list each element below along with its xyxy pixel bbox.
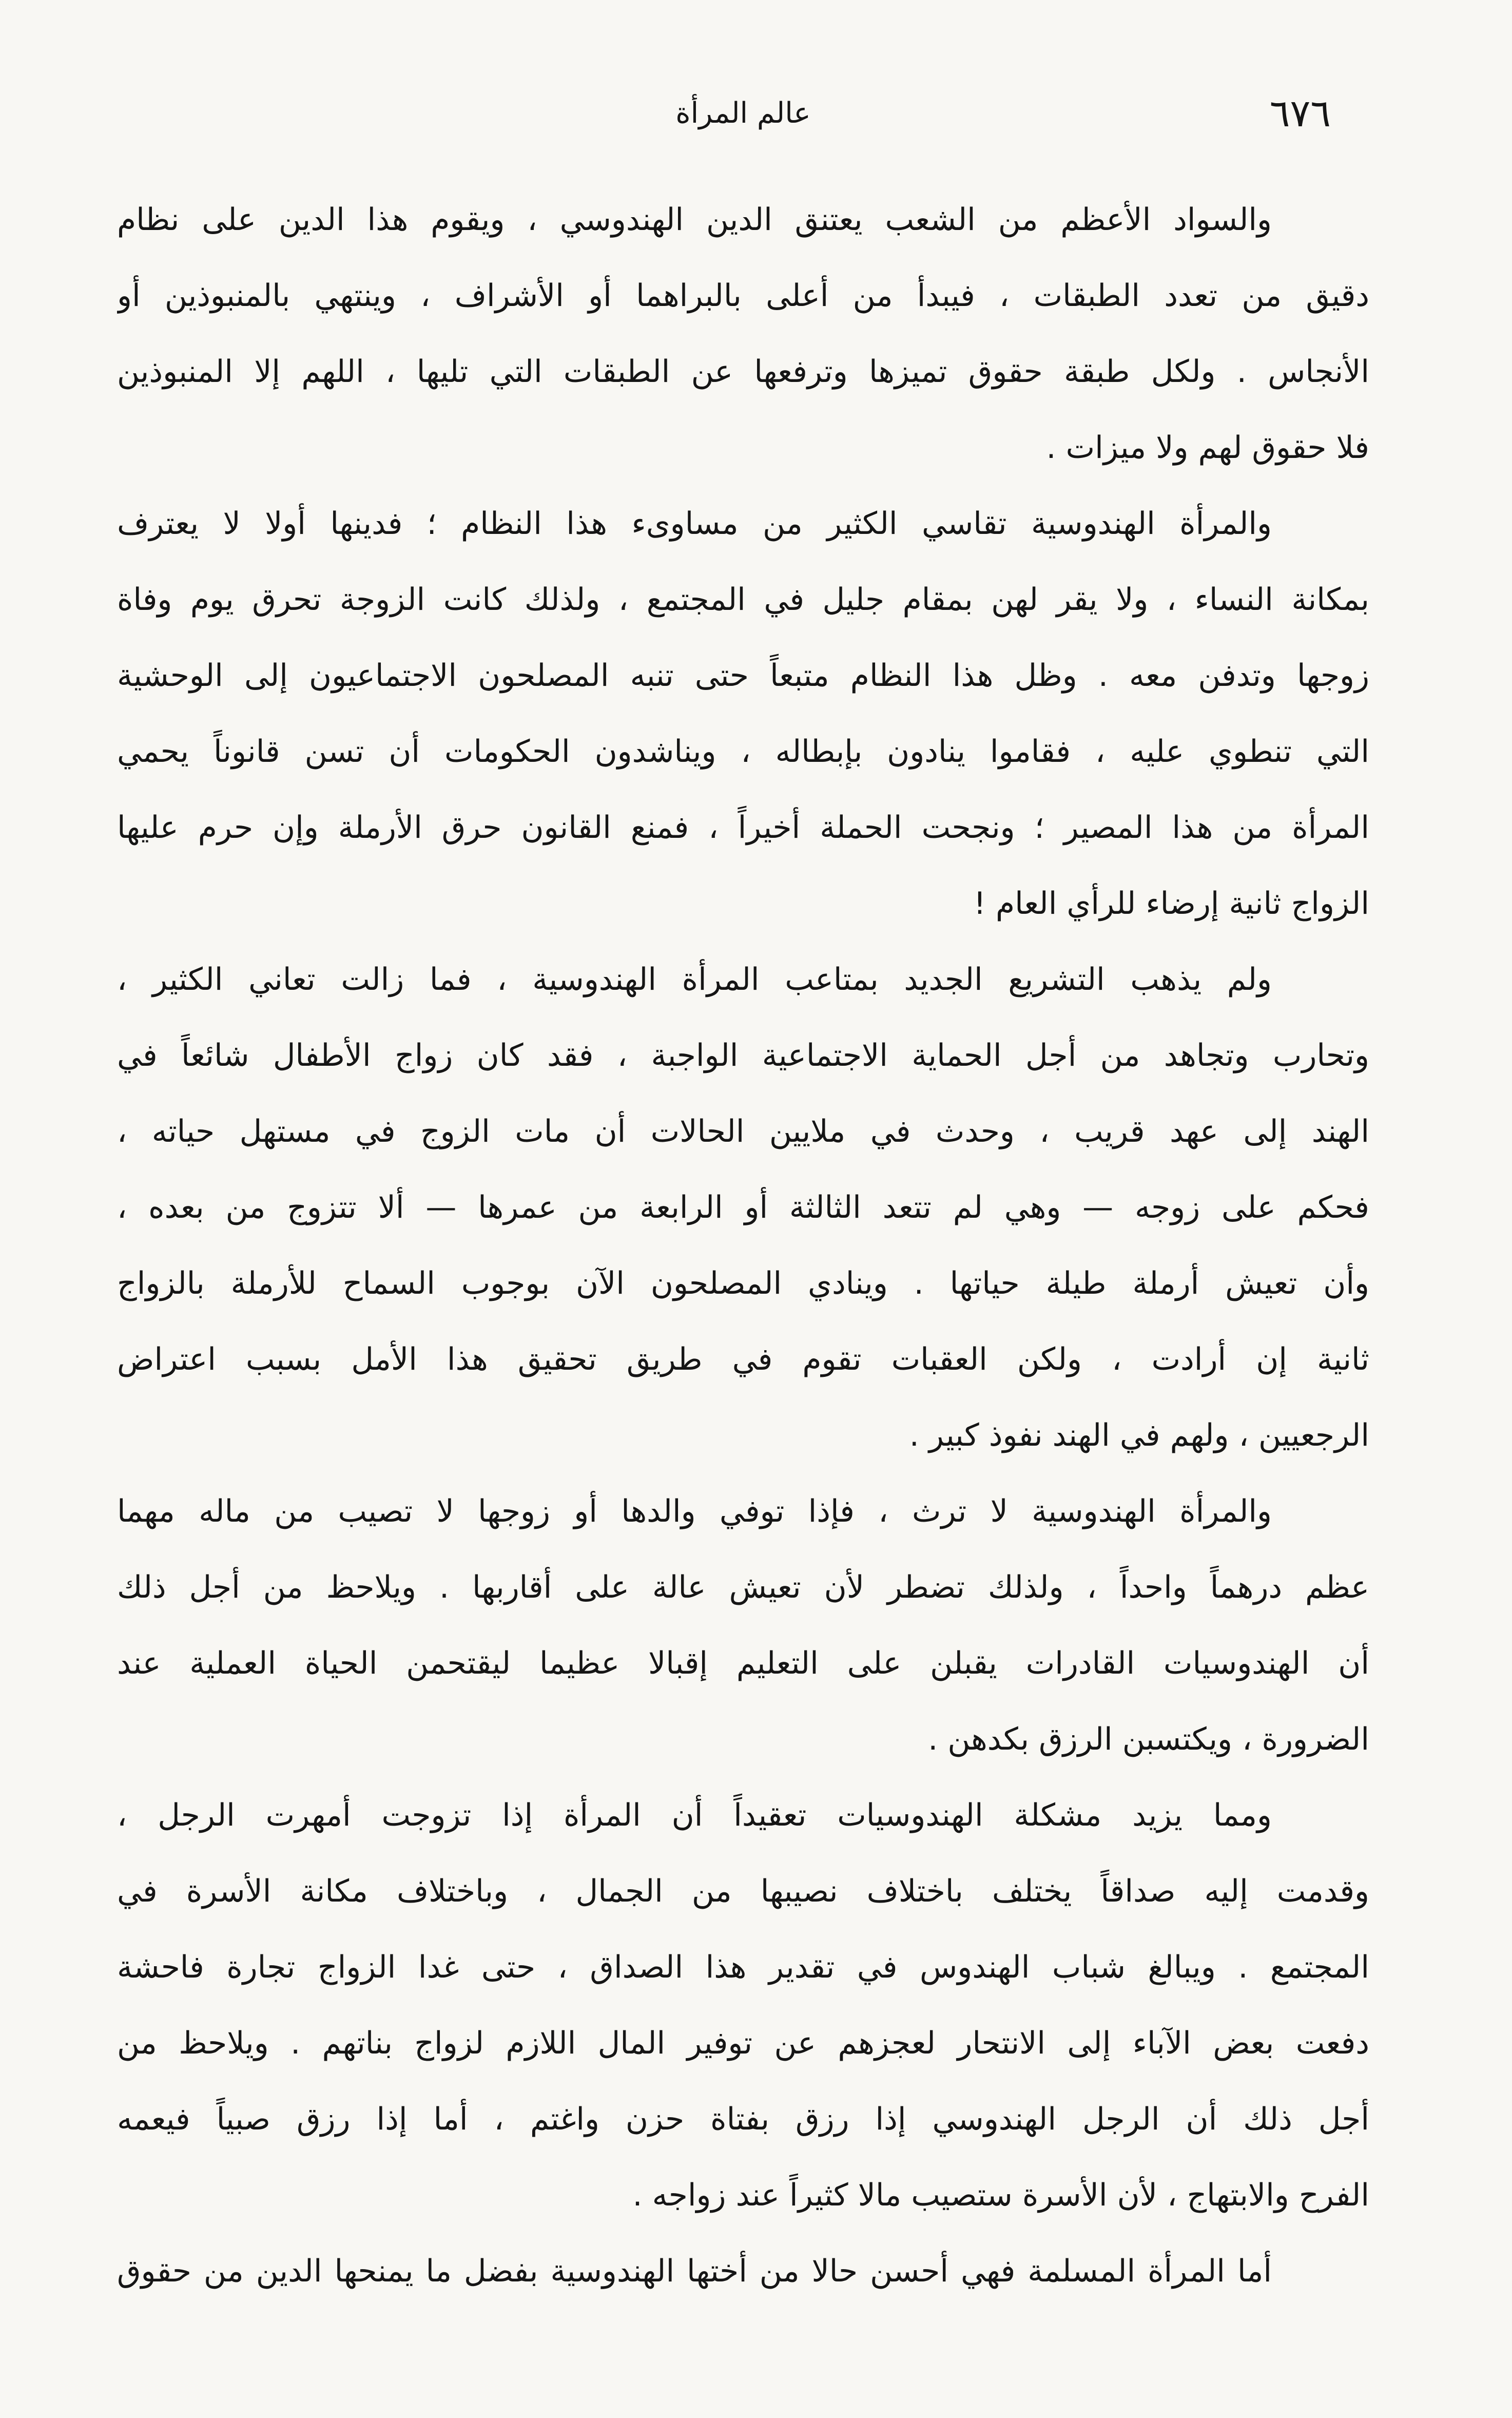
line-text: الفرح والابتهاج ، لأن الأسرة ستصيب مالا كثيراً عند زواجه . bbox=[632, 2177, 1369, 2213]
text-line bbox=[117, 1397, 1369, 1473]
line-text: ثانية إن أرادت ، ولكن العقبات تقوم في طريق تحقيق هذا الأمل بسبب اعتراض bbox=[117, 1341, 1369, 1377]
line-text: زوجها وتدفن معه . وظل هذا النظام متبعاً حتى تنبه المصلحون الاجتماعيون إلى الوحشية bbox=[117, 658, 1369, 694]
text-line bbox=[117, 1549, 1369, 1625]
body-text bbox=[117, 182, 1369, 2309]
line-text: بمكانة النساء ، ولا يقر لهن بمقام جليل في المجتمع ، ولذلك كانت الزوجة تحرق يوم وفاة bbox=[117, 582, 1369, 618]
paragraph bbox=[117, 1473, 1369, 1777]
line-text: المرأة من هذا المصير ؛ ونجحت الحملة أخيراً ، فمنع القانون حرق الأرملة وإن حرم عليها bbox=[117, 810, 1369, 846]
line-text: وأن تعيش أرملة طيلة حياتها . وينادي المصلحون الآن بوجوب السماح للأرملة بالزواج bbox=[117, 1265, 1369, 1301]
paragraph bbox=[117, 486, 1369, 942]
text-line bbox=[117, 2233, 1369, 2309]
paragraph bbox=[117, 1777, 1369, 2233]
text-line bbox=[117, 1093, 1369, 1169]
paragraph bbox=[117, 182, 1369, 486]
line-text: والمرأة الهندوسية تقاسي الكثير من مساوىء هذا النظام ؛ فدينها أولا لا يعترف bbox=[117, 506, 1272, 542]
line-text: دقيق من تعدد الطبقات ، فيبدأ من أعلى بالبراهما أو الأشراف ، وينتهي بالمنبوذين أو bbox=[117, 278, 1369, 314]
paragraph bbox=[117, 942, 1369, 1473]
text-line bbox=[117, 790, 1369, 866]
text-line bbox=[117, 486, 1369, 562]
text-line bbox=[117, 2157, 1369, 2233]
text-line bbox=[117, 1701, 1369, 1777]
text-line bbox=[117, 638, 1369, 714]
line-text: أما المرأة المسلمة فهي أحسن حالا من أختها الهندوسية بفضل ما يمنحها الدين من حقوق bbox=[117, 2253, 1272, 2289]
text-line bbox=[117, 2081, 1369, 2157]
text-line bbox=[117, 1625, 1369, 1701]
line-text: التي تنطوي عليه ، فقاموا ينادون بإبطاله ، ويناشدون الحكومات أن تسن قانوناً يحمي bbox=[117, 734, 1369, 770]
line-text: أجل ذلك أن الرجل الهندوسي إذا رزق بفتاة حزن واغتم ، أما إذا رزق صبياً فيعمه bbox=[117, 2101, 1369, 2137]
line-text: الهند إلى عهد قريب ، وحدث في ملايين الحالات أن مات الزوج في مستهل حياته ، bbox=[117, 1114, 1369, 1149]
page-header bbox=[117, 85, 1369, 142]
line-text: الأنجاس . ولكل طبقة حقوق تميزها وترفعها عن الطبقات التي تليها ، اللهم إلا المنبوذين bbox=[117, 354, 1369, 390]
line-text: فلا حقوق لهم ولا ميزات . bbox=[1046, 430, 1369, 466]
text-line bbox=[117, 1853, 1369, 1929]
text-line bbox=[117, 1169, 1369, 1245]
paragraph bbox=[117, 2233, 1369, 2309]
text-line bbox=[117, 258, 1369, 334]
text-line bbox=[117, 1245, 1369, 1321]
text-line bbox=[117, 1018, 1369, 1093]
line-text: والسواد الأعظم من الشعب يعتنق الدين الهندوسي ، ويقوم هذا الدين على نظام bbox=[117, 202, 1272, 238]
page-number: ٦٧٦ bbox=[1269, 91, 1331, 136]
line-text: الزواج ثانية إرضاء للرأي العام ! bbox=[973, 886, 1369, 922]
text-line bbox=[117, 562, 1369, 638]
text-line bbox=[117, 1321, 1369, 1397]
text-line bbox=[117, 866, 1369, 942]
line-text: الضرورة ، ويكتسبن الرزق بكدهن . bbox=[928, 1721, 1369, 1757]
running-title: عالم المرأة bbox=[675, 97, 811, 130]
line-text: دفعت بعض الآباء إلى الانتحار لعجزهم عن توفير المال اللازم لزواج بناتهم . ويلاحظ من bbox=[117, 2025, 1369, 2061]
line-text: وقدمت إليه صداقاً يختلف باختلاف نصيبها من الجمال ، وباختلاف مكانة الأسرة في bbox=[117, 1873, 1369, 1909]
text-line bbox=[117, 714, 1369, 790]
text-line bbox=[117, 2005, 1369, 2081]
line-text: المجتمع . ويبالغ شباب الهندوس في تقدير هذا الصداق ، حتى غدا الزواج تجارة فاحشة bbox=[117, 1949, 1369, 1985]
line-text: ومما يزيد مشكلة الهندوسيات تعقيداً أن المرأة إذا تزوجت أمهرت الرجل ، bbox=[117, 1797, 1272, 1833]
text-line bbox=[117, 410, 1369, 486]
text-line bbox=[117, 334, 1369, 410]
line-text: عظم درهماً واحداً ، ولذلك تضطر لأن تعيش عالة على أقاربها . ويلاحظ من أجل ذلك bbox=[117, 1569, 1369, 1605]
text-line bbox=[117, 182, 1369, 258]
text-line bbox=[117, 942, 1369, 1018]
text-line bbox=[117, 1473, 1369, 1549]
text-line bbox=[117, 1777, 1369, 1853]
line-text: فحكم على زوجه — وهي لم تتعد الثالثة أو الرابعة من عمرها — ألا تتزوج من بعده ، bbox=[117, 1189, 1369, 1225]
line-text: أن الهندوسيات القادرات يقبلن على التعليم إقبالا عظيما ليقتحمن الحياة العملية عند bbox=[117, 1645, 1369, 1681]
line-text: الرجعيين ، ولهم في الهند نفوذ كبير . bbox=[909, 1417, 1369, 1453]
line-text: ولم يذهب التشريع الجديد بمتاعب المرأة الهندوسية ، فما زالت تعاني الكثير ، bbox=[117, 962, 1272, 997]
line-text: والمرأة الهندوسية لا ترث ، فإذا توفي والدها أو زوجها لا تصيب من ماله مهما bbox=[117, 1493, 1272, 1529]
text-line bbox=[117, 1929, 1369, 2005]
line-text: وتحارب وتجاهد من أجل الحماية الاجتماعية الواجبة ، فقد كان زواج الأطفال شائعاً في bbox=[117, 1038, 1369, 1073]
